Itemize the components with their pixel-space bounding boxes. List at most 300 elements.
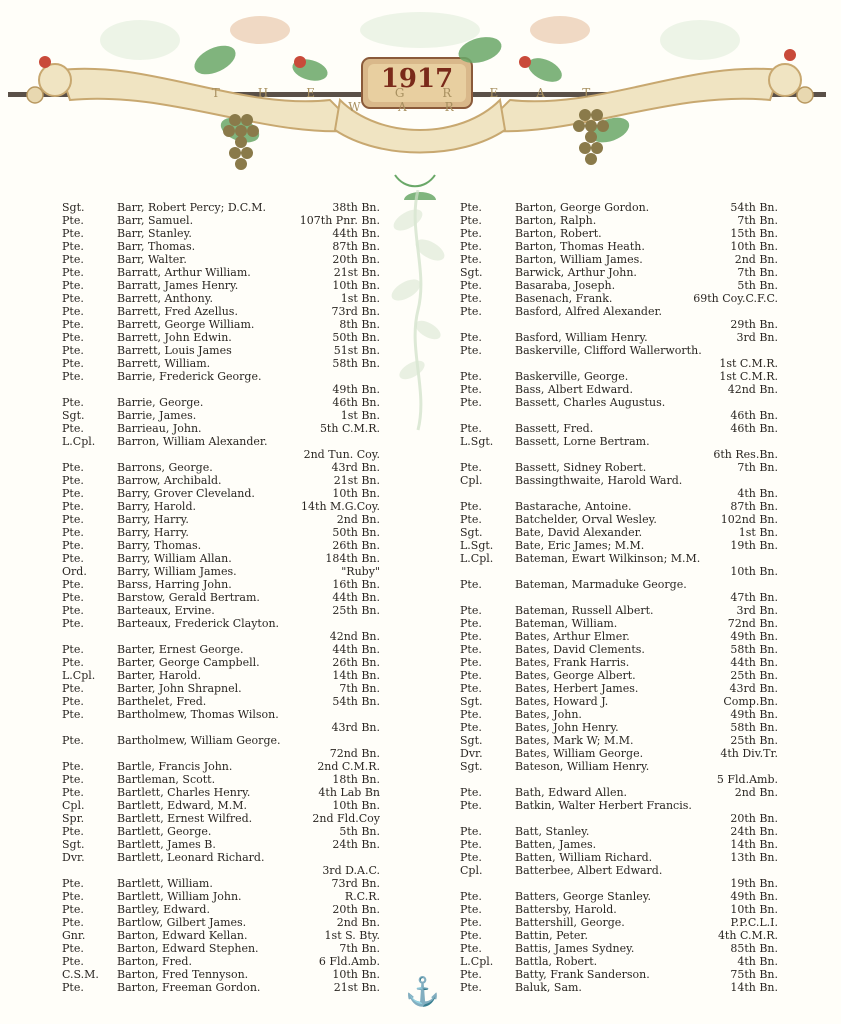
unit: 14th Bn. xyxy=(332,669,380,682)
rank: Pte. xyxy=(62,227,84,240)
soldier-name: Bateson, William Henry. xyxy=(515,760,650,773)
rank: Pte. xyxy=(460,279,482,292)
rank: Pte. xyxy=(460,344,482,357)
rank: Pte. xyxy=(62,370,84,383)
rank: Pte. xyxy=(62,695,84,708)
unit: 46th Bn. xyxy=(730,409,778,422)
roll-entry xyxy=(460,682,778,695)
rank: Pte. xyxy=(460,331,482,344)
soldier-name: Bates, William George. xyxy=(515,747,644,760)
soldier-name: Barter, George Campbell. xyxy=(117,656,260,669)
soldier-name: Bartlett, George. xyxy=(117,825,212,838)
roll-entry xyxy=(62,903,380,916)
soldier-name: Bateman, Russell Albert. xyxy=(515,604,654,617)
roll-entry xyxy=(62,279,380,292)
roll-entry xyxy=(62,318,380,331)
unit: 14th Bn. xyxy=(730,838,778,851)
roll-entry xyxy=(460,916,778,929)
soldier-name: Barron, William Alexander. xyxy=(117,435,268,448)
roll-entry xyxy=(460,812,778,825)
soldier-name: Basford, William Henry. xyxy=(515,331,648,344)
unit: 24th Bn. xyxy=(332,838,380,851)
roll-entry xyxy=(460,409,778,422)
unit: 2nd Bn. xyxy=(734,253,778,266)
unit: 21st Bn. xyxy=(333,266,380,279)
rank: L.Cpl. xyxy=(62,669,96,682)
rank: Sgt. xyxy=(62,838,85,851)
soldier-name: Barrie, Frederick George. xyxy=(117,370,262,383)
unit: 4th Bn. xyxy=(737,487,778,500)
roll-entry xyxy=(62,240,380,253)
soldier-name: Barrett, John Edwin. xyxy=(117,331,232,344)
rank: Pte. xyxy=(460,929,482,942)
unit: 16th Bn. xyxy=(332,578,380,591)
rank: Pte. xyxy=(62,916,84,929)
year-label: 1917 xyxy=(380,64,454,94)
rank: Pte. xyxy=(460,942,482,955)
unit: 10th Bn. xyxy=(730,240,778,253)
rank: Pte. xyxy=(460,396,482,409)
unit: 49th Bn. xyxy=(730,708,778,721)
unit: 85th Bn. xyxy=(730,942,778,955)
soldier-name: Barry, Thomas. xyxy=(117,539,202,552)
soldier-name: Bartholmew, William George. xyxy=(117,734,281,747)
soldier-name: Barr, Samuel. xyxy=(117,214,194,227)
unit: 20th Bn. xyxy=(332,903,380,916)
soldier-name: Barton, Robert. xyxy=(515,227,602,240)
soldier-name: Bateman, Ewart Wilkinson; M.M. xyxy=(515,552,701,565)
center-vine-decoration xyxy=(378,190,458,1020)
unit: 69th Coy.C.F.C. xyxy=(693,292,778,305)
soldier-name: Barry, William Allan. xyxy=(117,552,232,565)
rank: Pte. xyxy=(460,604,482,617)
rank: Pte. xyxy=(460,838,482,851)
soldier-name: Bartholmew, Thomas Wilson. xyxy=(117,708,279,721)
rank: Pte. xyxy=(62,578,84,591)
rank: Pte. xyxy=(62,487,84,500)
soldier-name: Bartlett, Ernest Wilfred. xyxy=(117,812,253,825)
roll-entry xyxy=(460,578,778,591)
rank: C.S.M. xyxy=(62,968,99,981)
unit: 7th Bn. xyxy=(737,266,778,279)
roll-entry xyxy=(460,890,778,903)
roll-entry xyxy=(460,565,778,578)
unit: 4th C.M.R. xyxy=(717,929,778,942)
soldier-name: Batterbee, Albert Edward. xyxy=(515,864,663,877)
unit: 44th Bn. xyxy=(730,656,778,669)
unit: 73rd Bn. xyxy=(331,877,380,890)
roll-entry xyxy=(62,825,380,838)
unit: 87th Bn. xyxy=(332,240,380,253)
unit: 2nd Bn. xyxy=(336,916,380,929)
unit: 25th Bn. xyxy=(730,734,778,747)
soldier-name: Barrieau, John. xyxy=(117,422,202,435)
roll-entry xyxy=(62,500,380,513)
soldier-name: Barton, William James. xyxy=(515,253,643,266)
soldier-name: Barter, John Shrapnel. xyxy=(117,682,242,695)
rank: Pte. xyxy=(62,344,84,357)
roll-entry xyxy=(460,877,778,890)
roll-entry xyxy=(62,357,380,370)
roll-entry xyxy=(460,227,778,240)
roll-entry xyxy=(460,513,778,526)
roll-entry xyxy=(62,474,380,487)
unit: 51st Bn. xyxy=(333,344,380,357)
unit: 38th Bn. xyxy=(332,201,380,214)
rank: Pte. xyxy=(460,305,482,318)
soldier-name: Bartlett, William. xyxy=(117,877,213,890)
rank: Pte. xyxy=(62,279,84,292)
rank: Pte. xyxy=(62,357,84,370)
roll-entry xyxy=(62,760,380,773)
soldier-name: Batty, Frank Sanderson. xyxy=(515,968,650,981)
rank: Pte. xyxy=(62,539,84,552)
unit: 14th M.G.Coy. xyxy=(301,500,380,513)
rank: Pte. xyxy=(62,760,84,773)
roll-entry xyxy=(62,331,380,344)
rank: Pte. xyxy=(62,734,84,747)
roll-entry xyxy=(460,942,778,955)
unit: 8th Bn. xyxy=(339,318,380,331)
soldier-name: Bates, Arthur Elmer. xyxy=(515,630,630,643)
rank: Pte. xyxy=(62,552,84,565)
rank: Pte. xyxy=(460,578,482,591)
unit: 7th Bn. xyxy=(339,682,380,695)
soldier-name: Bates, George Albert. xyxy=(515,669,636,682)
soldier-name: Barwick, Arthur John. xyxy=(515,266,637,279)
roll-entry xyxy=(460,838,778,851)
roll-entry xyxy=(62,591,380,604)
rank: Pte. xyxy=(62,305,84,318)
soldier-name: Bartlett, Charles Henry. xyxy=(117,786,251,799)
soldier-name: Bates, David Clements. xyxy=(515,643,645,656)
rank: L.Cpl. xyxy=(460,955,494,968)
unit: 10th Bn. xyxy=(730,565,778,578)
roll-entry xyxy=(460,734,778,747)
roll-entry xyxy=(62,955,380,968)
roll-entry xyxy=(62,383,380,396)
rank: Pte. xyxy=(460,422,482,435)
soldier-name: Barr, Walter. xyxy=(117,253,187,266)
roll-entry xyxy=(460,331,778,344)
unit: 5th Bn. xyxy=(339,825,380,838)
unit: 44th Bn. xyxy=(332,227,380,240)
rank: Dvr. xyxy=(62,851,85,864)
soldier-name: Bartlett, Edward, M.M. xyxy=(117,799,248,812)
soldier-name: Battersby, Harold. xyxy=(515,903,617,916)
soldier-name: Bassett, Sidney Robert. xyxy=(515,461,647,474)
rank: Pte. xyxy=(62,708,84,721)
soldier-name: Barry, Harold. xyxy=(117,500,196,513)
roll-entry xyxy=(460,474,778,487)
roll-entry xyxy=(62,214,380,227)
unit: 3rd Bn. xyxy=(736,331,778,344)
soldier-name: Bateman, Marmaduke George. xyxy=(515,578,687,591)
roll-entry xyxy=(62,708,380,721)
unit: 2nd Bn. xyxy=(336,513,380,526)
rank: Pte. xyxy=(62,617,84,630)
roll-entry xyxy=(460,383,778,396)
unit: 54th Bn. xyxy=(332,695,380,708)
roll-entry xyxy=(62,305,380,318)
rank: Dvr. xyxy=(460,747,483,760)
roll-entry xyxy=(62,721,380,734)
unit: 1st C.M.R. xyxy=(719,357,778,370)
roll-entry xyxy=(460,500,778,513)
roll-entry xyxy=(62,409,380,422)
unit: 58th Bn. xyxy=(730,643,778,656)
unit: 54th Bn. xyxy=(730,201,778,214)
rank: Pte. xyxy=(460,721,482,734)
left-roll-column xyxy=(62,201,380,994)
roll-entry xyxy=(460,760,778,773)
unit: 21st Bn. xyxy=(333,474,380,487)
unit: 14th Bn. xyxy=(730,981,778,994)
unit: 24th Bn. xyxy=(730,825,778,838)
rank: Pte. xyxy=(460,669,482,682)
soldier-name: Basford, Alfred Alexander. xyxy=(515,305,663,318)
soldier-name: Barr, Stanley. xyxy=(117,227,192,240)
soldier-name: Bate, Eric James; M.M. xyxy=(515,539,645,552)
soldier-name: Barry, Harry. xyxy=(117,526,189,539)
soldier-name: Batten, James. xyxy=(515,838,597,851)
rank: Pte. xyxy=(62,240,84,253)
rank: Pte. xyxy=(460,786,482,799)
unit: 10th Bn. xyxy=(332,279,380,292)
roll-entry xyxy=(460,591,778,604)
roll-entry xyxy=(62,877,380,890)
roll-entry xyxy=(62,747,380,760)
roll-entry xyxy=(62,812,380,825)
unit: 5th Bn. xyxy=(737,279,778,292)
roll-entry xyxy=(62,201,380,214)
rank: Pte. xyxy=(62,266,84,279)
rank: Pte. xyxy=(460,292,482,305)
rank: Pte. xyxy=(62,981,84,994)
unit: 3rd Bn. xyxy=(736,604,778,617)
rank: Pte. xyxy=(460,968,482,981)
soldier-name: Battin, Peter. xyxy=(515,929,588,942)
unit: 58th Bn. xyxy=(332,357,380,370)
rank: Pte. xyxy=(460,383,482,396)
soldier-name: Barter, Ernest George. xyxy=(117,643,244,656)
right-roll-column xyxy=(460,201,778,994)
roll-entry xyxy=(460,266,778,279)
soldier-name: Bastarache, Antoine. xyxy=(515,500,632,513)
roll-entry xyxy=(62,617,380,630)
unit: 10th Bn. xyxy=(332,487,380,500)
soldier-name: Barry, William James. xyxy=(117,565,237,578)
unit: 2nd Bn. xyxy=(734,786,778,799)
roll-entry xyxy=(62,526,380,539)
rank: Pte. xyxy=(460,708,482,721)
rank: Pte. xyxy=(62,318,84,331)
rank: Pte. xyxy=(62,526,84,539)
soldier-name: Bartle, Francis John. xyxy=(117,760,233,773)
unit: 44th Bn. xyxy=(332,591,380,604)
rank: Cpl. xyxy=(460,474,483,487)
unit: 18th Bn. xyxy=(332,773,380,786)
rank: Gnr. xyxy=(62,929,86,942)
roll-entry xyxy=(62,461,380,474)
roll-entry xyxy=(62,266,380,279)
rank: Pte. xyxy=(460,500,482,513)
roll-entry xyxy=(62,513,380,526)
soldier-name: Battla, Robert. xyxy=(515,955,598,968)
rank: Pte. xyxy=(62,942,84,955)
rank: Pte. xyxy=(460,825,482,838)
unit: 2nd Tun. Coy. xyxy=(303,448,380,461)
rank: Sgt. xyxy=(460,695,483,708)
roll-entry xyxy=(62,838,380,851)
roll-entry xyxy=(62,435,380,448)
unit: 2nd C.M.R. xyxy=(317,760,380,773)
unit: 4th Lab Bn xyxy=(318,786,380,799)
roll-entry xyxy=(460,604,778,617)
roll-entry xyxy=(62,344,380,357)
unit: 4th Div.Tr. xyxy=(720,747,778,760)
rank: Pte. xyxy=(62,825,84,838)
roll-entry xyxy=(62,669,380,682)
rank: Pte. xyxy=(460,630,482,643)
unit: "Ruby" xyxy=(341,565,380,578)
unit: 13th Bn. xyxy=(730,851,778,864)
roll-entry xyxy=(460,305,778,318)
roll-entry xyxy=(460,968,778,981)
unit: 15th Bn. xyxy=(730,227,778,240)
rank: Sgt. xyxy=(460,760,483,773)
roll-entry xyxy=(62,578,380,591)
rank: Pte. xyxy=(460,903,482,916)
soldier-name: Bate, David Alexander. xyxy=(515,526,643,539)
roll-entry xyxy=(62,422,380,435)
soldier-name: Barrow, Archibald. xyxy=(117,474,222,487)
roll-entry xyxy=(62,487,380,500)
unit: 1st Bn. xyxy=(340,409,380,422)
rank: Pte. xyxy=(62,656,84,669)
rank: Pte. xyxy=(460,370,482,383)
rank: Pte. xyxy=(62,890,84,903)
soldier-name: Bartleman, Scott. xyxy=(117,773,216,786)
soldier-name: Battis, James Sydney. xyxy=(515,942,635,955)
unit: 1st Bn. xyxy=(738,526,778,539)
roll-entry xyxy=(460,357,778,370)
roll-entry xyxy=(460,344,778,357)
unit: 10th Bn. xyxy=(332,968,380,981)
soldier-name: Batt, Stanley. xyxy=(515,825,590,838)
rank: Pte. xyxy=(460,916,482,929)
soldier-name: Barton, Ralph. xyxy=(515,214,597,227)
soldier-name: Bartlow, Gilbert James. xyxy=(117,916,247,929)
soldier-name: Barton, George Gordon. xyxy=(515,201,650,214)
unit: 49th Bn. xyxy=(730,890,778,903)
rank: Pte. xyxy=(62,474,84,487)
unit: 107th Pnr. Bn. xyxy=(299,214,380,227)
unit: 7th Bn. xyxy=(339,942,380,955)
rank: Pte. xyxy=(460,227,482,240)
soldier-name: Barr, Robert Percy; D.C.M. xyxy=(117,201,267,214)
soldier-name: Barrett, Louis James xyxy=(117,344,232,357)
roll-entry xyxy=(62,799,380,812)
soldier-name: Barrie, James. xyxy=(117,409,197,422)
unit: 21st Bn. xyxy=(333,981,380,994)
soldier-name: Barry, Grover Cleveland. xyxy=(117,487,255,500)
unit: 49th Bn. xyxy=(332,383,380,396)
rank: Pte. xyxy=(62,461,84,474)
roll-entry xyxy=(460,318,778,331)
roll-entry xyxy=(62,851,380,864)
roll-entry xyxy=(460,669,778,682)
unit: 43rd Bn. xyxy=(331,461,380,474)
rank: Pte. xyxy=(460,617,482,630)
roll-entry xyxy=(460,487,778,500)
roll-entry xyxy=(460,955,778,968)
unit: 42nd Bn. xyxy=(727,383,778,396)
rank: Sgt. xyxy=(460,734,483,747)
unit: 43rd Bn. xyxy=(729,682,778,695)
unit: 1st C.M.R. xyxy=(719,370,778,383)
rank: Pte. xyxy=(62,591,84,604)
soldier-name: Bates, John Henry. xyxy=(515,721,619,734)
rank: Pte. xyxy=(62,773,84,786)
soldier-name: Bates, Herbert James. xyxy=(515,682,639,695)
rank: Pte. xyxy=(460,656,482,669)
unit: 1st Bn. xyxy=(340,292,380,305)
rank: Pte. xyxy=(460,253,482,266)
soldier-name: Barrett, William. xyxy=(117,357,211,370)
rank: Pte. xyxy=(62,253,84,266)
rank: Pte. xyxy=(460,682,482,695)
unit: 44th Bn. xyxy=(332,643,380,656)
roll-entry xyxy=(460,253,778,266)
soldier-name: Barss, Harring John. xyxy=(117,578,232,591)
soldier-name: Bartley, Edward. xyxy=(117,903,210,916)
soldier-name: Bates, Howard J. xyxy=(515,695,609,708)
roll-entry xyxy=(460,201,778,214)
unit: 25th Bn. xyxy=(730,669,778,682)
rank: Spr. xyxy=(62,812,85,825)
rank: Cpl. xyxy=(460,864,483,877)
roll-entry xyxy=(62,227,380,240)
rank: Pte. xyxy=(460,201,482,214)
rank: Pte. xyxy=(62,903,84,916)
rank: Pte. xyxy=(460,890,482,903)
unit: 50th Bn. xyxy=(332,331,380,344)
unit: 19th Bn. xyxy=(730,877,778,890)
unit: Comp.Bn. xyxy=(723,695,778,708)
roll-entry xyxy=(460,799,778,812)
soldier-name: Batkin, Walter Herbert Francis. xyxy=(515,799,692,812)
unit: 43rd Bn. xyxy=(331,721,380,734)
roll-entry xyxy=(62,565,380,578)
roll-entry xyxy=(460,708,778,721)
soldier-name: Baluk, Sam. xyxy=(515,981,582,994)
unit: 5th C.M.R. xyxy=(319,422,380,435)
rank: Pte. xyxy=(62,786,84,799)
roll-entry xyxy=(62,370,380,383)
roll-entry xyxy=(62,448,380,461)
soldier-name: Barton, Edward Stephen. xyxy=(117,942,259,955)
unit: 102nd Bn. xyxy=(720,513,778,526)
unit: 72nd Bn. xyxy=(329,747,380,760)
roll-entry xyxy=(460,786,778,799)
unit: 7th Bn. xyxy=(737,461,778,474)
rank: L.Sgt. xyxy=(460,539,494,552)
soldier-name: Barrett, Fred Azellus. xyxy=(117,305,238,318)
soldier-name: Bates, Mark W; M.M. xyxy=(515,734,634,747)
soldier-name: Barton, Fred. xyxy=(117,955,192,968)
unit: 184th Bn. xyxy=(325,552,380,565)
